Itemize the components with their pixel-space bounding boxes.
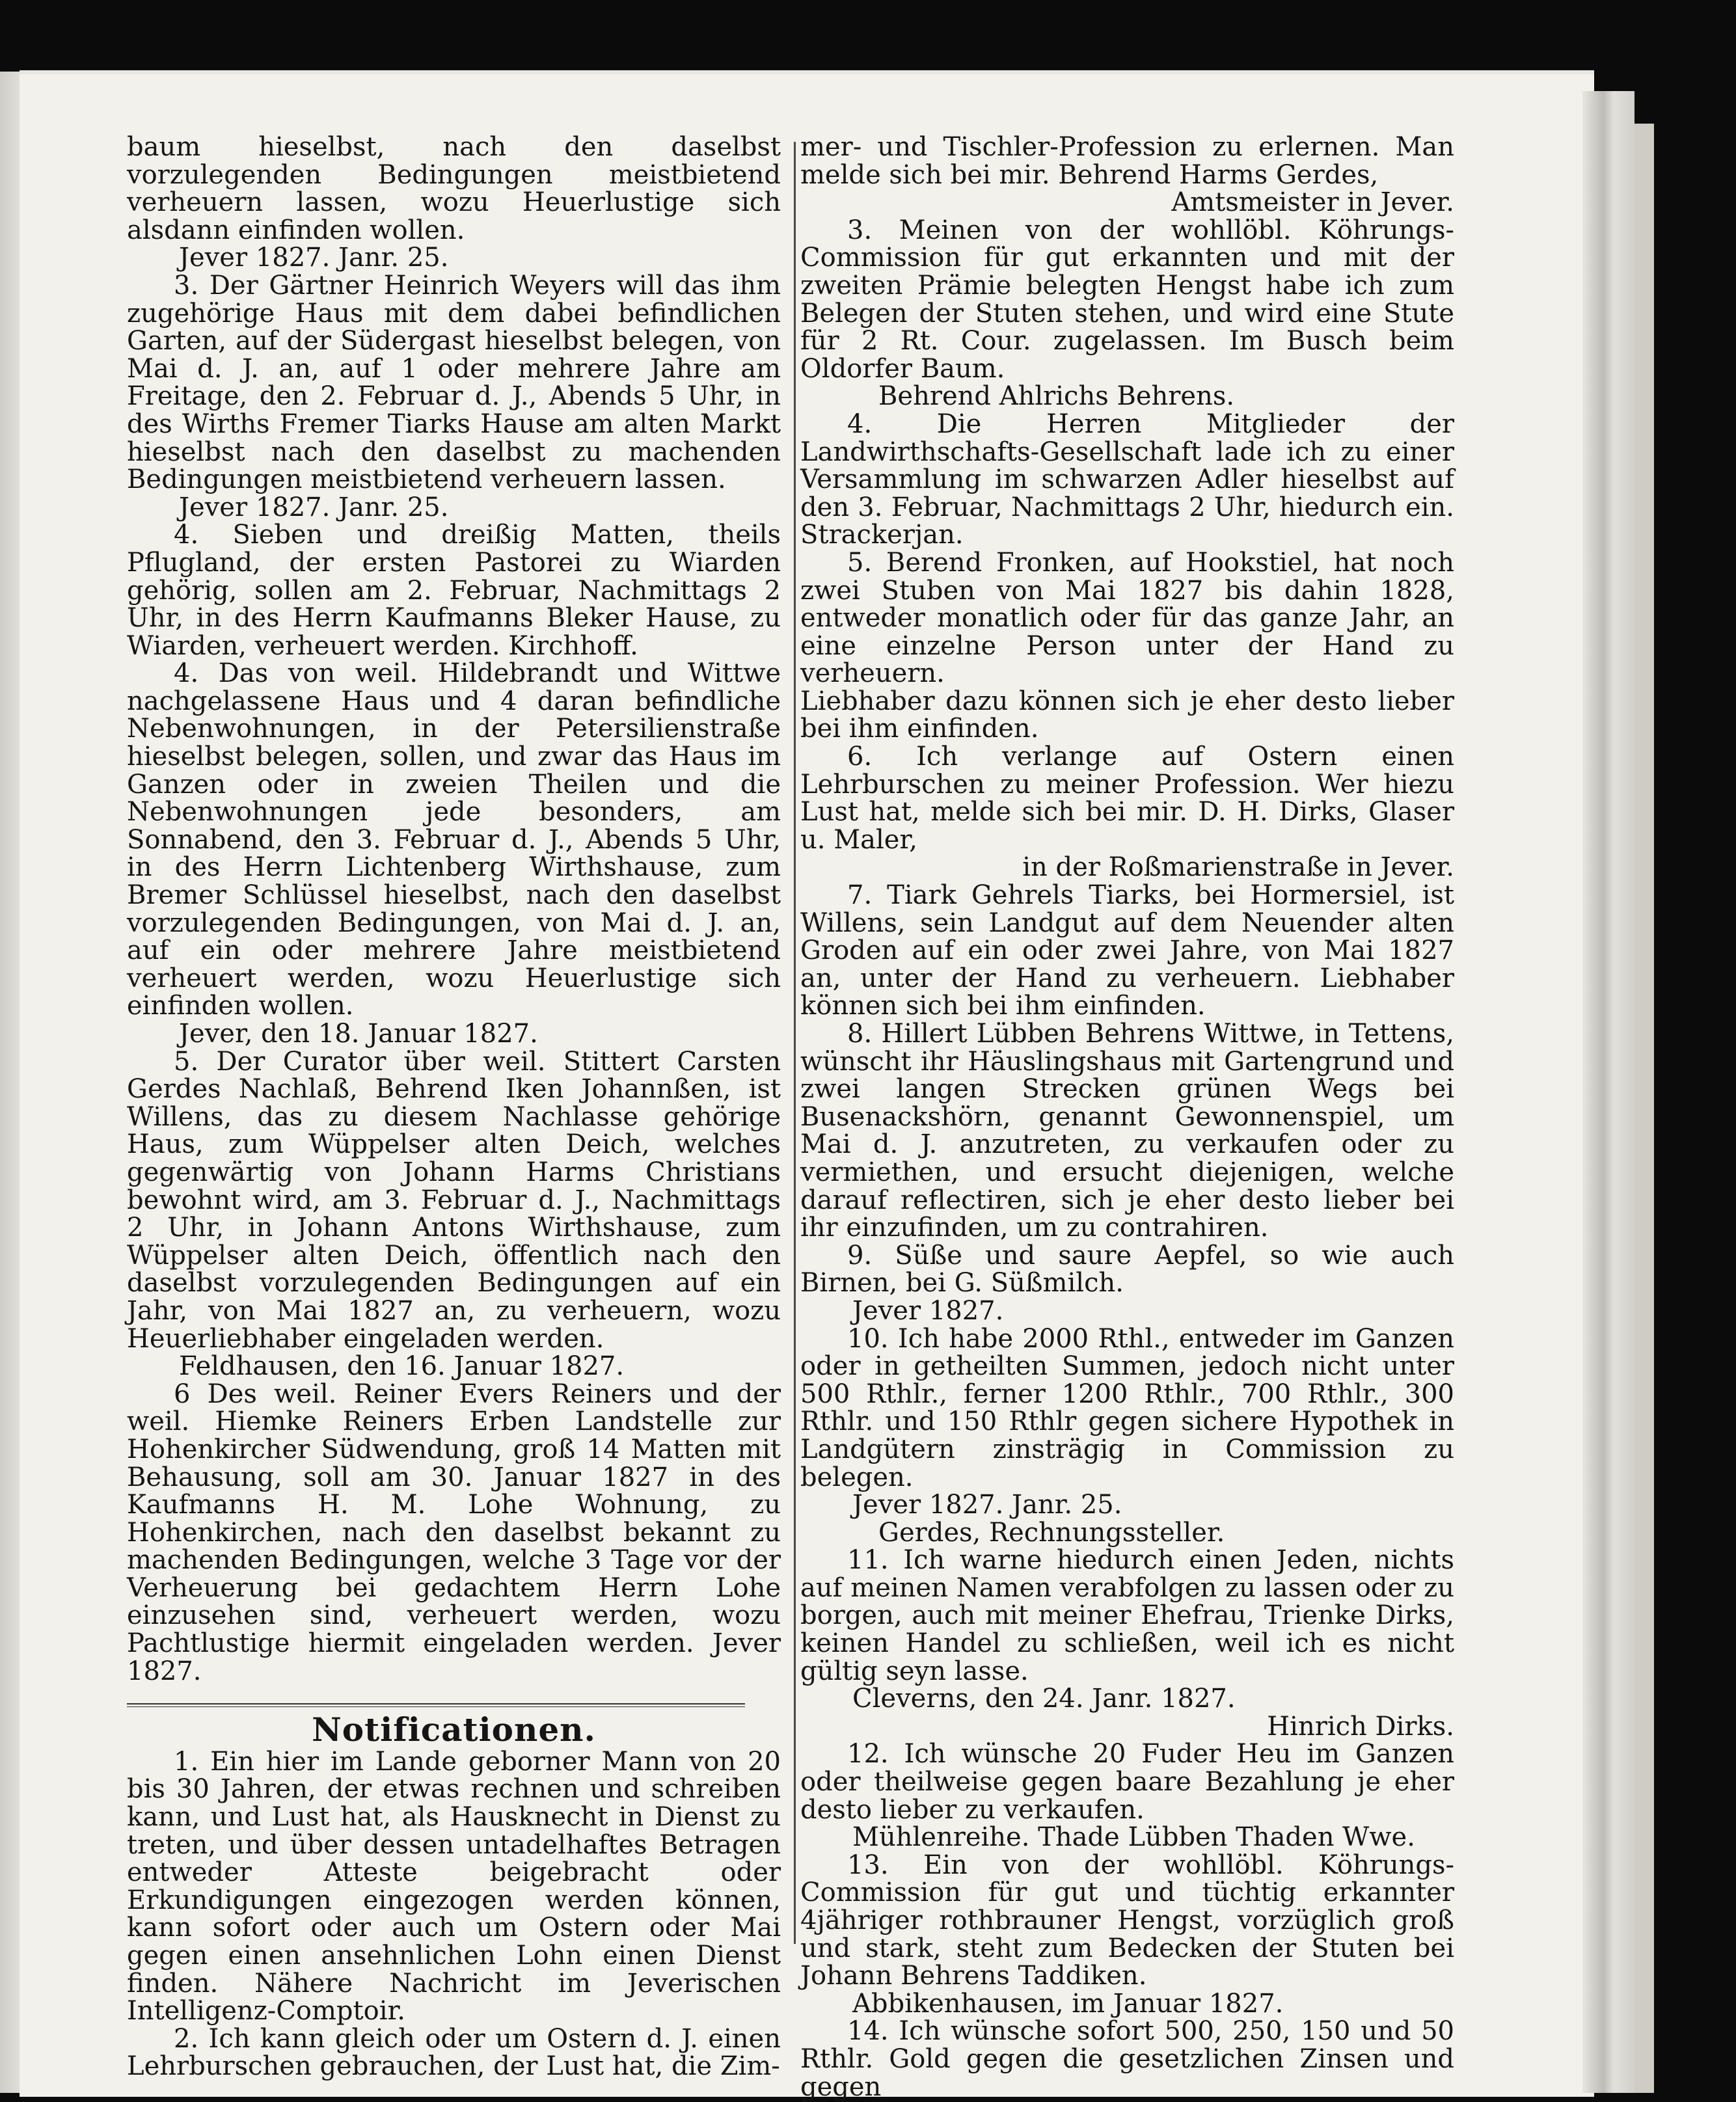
- notification-paragraph: 4. Die Herren Mitglieder der Landwirthschafts-Gesellschaft lade ich zu einer Versammlung im schwarzen Adler hieselbst auf den 3. Februar, Nachmittags 2 Uhr, hiedurch ein. Strackerjan.: [800, 409, 1454, 550]
- notification-paragraph: 3. Meinen von der wohllöbl. Köhrungs-Commission für gut erkannten und mit der zweiten Prämie belegten Hengst habe ich zum Belegen der Stuten stehen, und wird eine Stute für 2 Rt. Cour. zugelassen. Im Busch beim Oldorfer Baum.: [800, 215, 1454, 384]
- notification-paragraph: 9. Süße und saure Aepfel, so wie auch Birnen, bei G. Süßmilch.: [800, 1240, 1454, 1299]
- left-column: [127, 133, 781, 2081]
- notification-dateline: Cleverns, den 24. Janr. 1827.: [852, 1684, 1236, 1714]
- notification-signature: Hinrich Dirks.: [1267, 1711, 1454, 1742]
- notification-paragraph: 7. Tiark Gehrels Tiarks, bei Hormersiel, ist Willens, sein Landgut auf dem Neuender alten Groden auf ein oder zwei Jahre, von Mai 1827 an, unter der Hand zu verheuern. Liebhaber können sich bei ihm einfinden.: [800, 880, 1454, 1021]
- notification-dateline: Jever 1827.: [852, 1295, 1004, 1326]
- notification-signature: Mühlenreihe. Thade Lübben Thaden Wwe.: [852, 1822, 1415, 1853]
- page-right-edge: [1582, 91, 1634, 2093]
- notice-dateline: Jever, den 18. Januar 1827.: [179, 1019, 538, 1049]
- column-divider: [794, 142, 796, 1944]
- notice-dateline: Feldhausen, den 16. Januar 1827.: [179, 1351, 625, 1382]
- notice-paragraph: 3. Der Gärtner Heinrich Weyers will das ihm zugehörige Haus mit dem dabei befindlichen Garten, auf der Südergast hieselbst belegen, von Mai d. J. an, auf 1 oder mehrere Jahre am Freitage, den 2. Februar d. J., Abends 5 Uhr, in des Wirths Fremer Tiarks Hause am alten Markt hieselbst nach den daselbst zu machenden Bedingungen meistbietend verheuern lassen.: [127, 270, 781, 495]
- notification-signature: in der Roßmarienstraße in Jever.: [1022, 852, 1454, 883]
- notification-signature: Behrend Ahlrichs Behrens.: [878, 381, 1235, 412]
- notification-paragraph: 12. Ich wünsche 20 Fuder Heu im Ganzen oder theilweise gegen baare Bezahlung je eher desto lieber zu verkaufen.: [800, 1739, 1454, 1825]
- notification-paragraph: 10. Ich habe 2000 Rthl., entweder im Ganzen oder in getheilten Summen, jedoch nicht unter 500 Rthlr., ferner 1200 Rthlr., 700 Rthlr., 300 Rthlr. und 150 Rthlr gegen sichere Hypothek in Landgütern zinsträgig in Commission zu belegen.: [800, 1323, 1454, 1492]
- notification-paragraph: 14. Ich wünsche sofort 500, 250, 150 und 50 Rthlr. Gold gegen die gesetzlichen Zinsen und gegen: [800, 2016, 1454, 2102]
- notice-paragraph: 4. Sieben und dreißig Matten, theils Pflugland, der ersten Pastorei zu Wiarden gehörig, sollen am 2. Februar, Nachmittags 2 Uhr, in des Herrn Kaufmanns Bleker Hause, zu Wiarden, verheuert werden. Kirchhoff.: [127, 520, 781, 661]
- page-stack-edge: [1634, 124, 1654, 2093]
- notification-paragraph: 2. Ich kann gleich oder um Ostern d. J. einen Lehrburschen gebrauchen, der Lust hat, die Zim-: [127, 2023, 781, 2082]
- notification-signature: Amtsmeister in Jever.: [1171, 187, 1454, 218]
- notice-paragraph: 4. Das von weil. Hildebrandt und Wittwe nachgelassene Haus und 4 daran befindliche Nebenwohnungen, in der Petersilienstraße hieselbst belegen, sollen, und zwar das Haus im Ganzen oder in zweien Theilen und die Nebenwohnungen jede besonders, am Sonnabend, den 3. Februar d. J., Abends 5 Uhr, in des Herrn Lichtenberg Wirthshause, zum Bremer Schlüssel hieselbst, nach den daselbst vorzulegenden Bedingungen, von Mai d. J. an, auf ein oder mehrere Jahre meistbietend verheuert werden, wozu Heuerlustige sich einfinden wollen.: [127, 658, 781, 1021]
- notice-dateline: Jever 1827. Janr. 25.: [179, 243, 449, 273]
- notification-paragraph: 5. Berend Fronken, auf Hookstiel, hat noch zwei Stuben von Mai 1827 bis dahin 1828, entweder monatlich oder für das ganze Jahr, an eine einzelne Person unter der Hand zu verheuern.: [800, 547, 1454, 689]
- notification-paragraph: Liebhaber dazu können sich je eher desto lieber bei ihm einfinden.: [800, 686, 1454, 744]
- notification-paragraph: 13. Ein von der wohllöbl. Köhrungs-Commission für gut und tüchtig erkannter 4jähriger rothbrauner Hengst, vorzüglich groß und stark, steht zum Bedecken der Stuten bei Johann Behrens Taddiken.: [800, 1850, 1454, 1991]
- section-heading: Notificationen.: [312, 1710, 596, 1749]
- notification-dateline: Abbikenhausen, im Januar 1827.: [852, 1988, 1284, 2019]
- notification-paragraph: 8. Hillert Lübben Behrens Wittwe, in Tettens, wünscht ihr Häuslingshaus mit Gartengrund und zwei langen Strecken grünen Wegs bei Busenackshörn, genannt Gewonnenspiel, um Mai d. J. anzutreten, zu verkaufen oder zu vermiethen, und ersucht diejenigen, welche darauf reflectiren, sich je eher desto lieber bei ihr einzufinden, um zu contrahiren.: [800, 1019, 1454, 1243]
- notification-paragraph: 11. Ich warne hiedurch einen Jeden, nichts auf meinen Namen verabfolgen zu lassen oder zu borgen, auch mit meiner Ehefrau, Trienke Dirks, keinen Handel zu schließen, weil ich es nicht gültig seyn lasse.: [800, 1545, 1454, 1686]
- notice-paragraph: 5. Der Curator über weil. Stittert Carsten Gerdes Nachlaß, Behrend Iken Johannßen, ist Willens, das zu diesem Nachlasse gehörige Haus, zum Wüppelser alten Deich, welches gegenwärtig von Johann Harms Christians bewohnt wird, am 3. Februar d. J., Nachmittags 2 Uhr, in Johann Antons Wirthshause, zum Wüppelser alten Deich, öffentlich nach den daselbst vorzulegenden Bedingungen auf ein Jahr, von Mai 1827 an, zu verheuern, wozu Heuerliebhaber eingeladen werden.: [127, 1046, 781, 1354]
- section-divider: [127, 1703, 745, 1707]
- notification-paragraph: 6. Ich verlange auf Ostern einen Lehrburschen zu meiner Profession. Wer hiezu Lust hat, melde sich bei mir. D. H. Dirks, Glaser u. Maler,: [800, 742, 1454, 855]
- notice-paragraph: 6 Des weil. Reiner Evers Reiners und der weil. Hiemke Reiners Erben Landstelle zur Hohenkircher Südwendung, groß 14 Matten mit Behausung, soll am 30. Januar 1827 in des Kaufmanns H. M. Lohe Wohnung, zu Hohenkirchen, nach den daselbst bekannt zu machenden Bedingungen, welche 3 Tage vor der Verheuerung bei gedachtem Herrn Lohe einzusehen sind, verheuert werden, wozu Pachtlustige hiermit eingeladen werden. Jever 1827.: [127, 1379, 781, 1686]
- right-column: [800, 133, 1454, 2101]
- notification-paragraph: 1. Ein hier im Lande geborner Mann von 20 bis 30 Jahren, der etwas rechnen und schreiben kann, und Lust hat, als Hausknecht in Dienst zu treten, und über dessen untadelhaftes Betragen entweder Atteste beigebracht oder Erkundigungen eingezogen werden können, kann sofort oder auch um Ostern oder Mai gegen einen ansehnlichen Lohn einen Dienst finden. Nähere Nachricht im Jeverischen Intelligenz-Comptoir.: [127, 1746, 781, 2027]
- notification-dateline: Jever 1827. Janr. 25.: [852, 1490, 1122, 1520]
- notice-paragraph: baum hieselbst, nach den daselbst vorzulegenden Bedingungen meistbietend verheuern lassen, wozu Heuerlustige sich alsdann einfinden wollen.: [127, 132, 781, 245]
- notification-paragraph: mer- und Tischler-Profession zu erlernen. Man melde sich bei mir. Behrend Harms Gerdes,: [800, 132, 1454, 190]
- notification-signature: Gerdes, Rechnungssteller.: [878, 1517, 1225, 1548]
- notice-dateline: Jever 1827. Janr. 25.: [179, 492, 449, 522]
